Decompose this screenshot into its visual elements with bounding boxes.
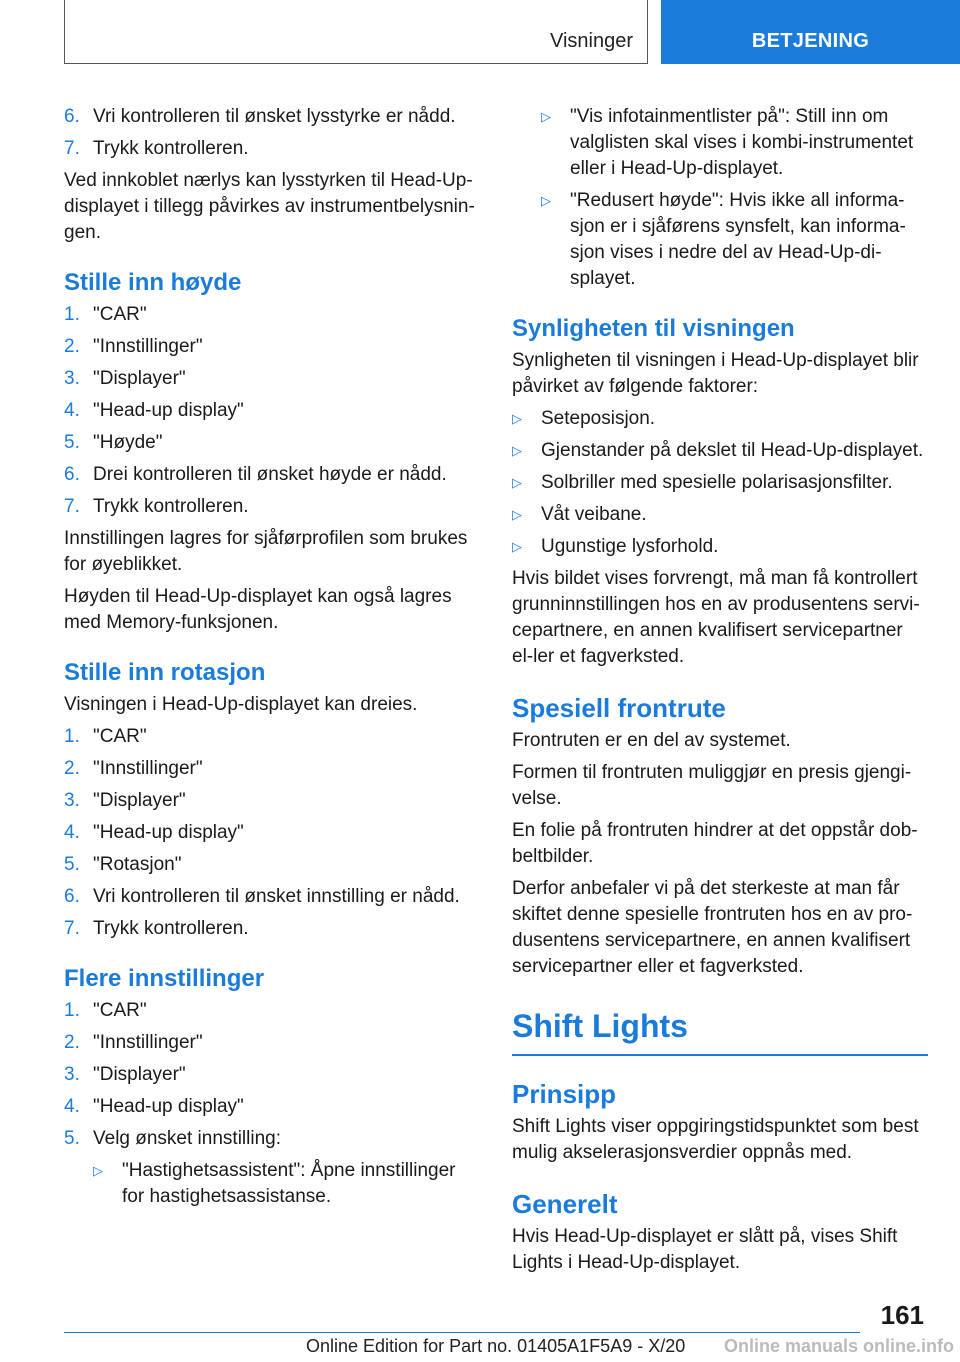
triangle-bullet-icon: ▷	[512, 539, 522, 554]
step-number: 4.	[64, 822, 80, 843]
rotation-intro: Visningen i Head-Up-displayet kan dreies.	[64, 694, 418, 715]
triangle-bullet-icon: ▷	[541, 193, 551, 208]
footer-edition: Online Edition for Part no. 01405A1F5A9 - X/20	[306, 1336, 686, 1356]
height-note-memory: Høyden til Head-Up-displayet kan også lagres med Memory-funksjonen.	[64, 586, 452, 633]
list-item	[64, 366, 478, 392]
list-item	[64, 104, 478, 130]
bullet-text: Seteposisjon.	[541, 408, 656, 429]
list-item	[64, 724, 478, 750]
step-number: 4.	[64, 400, 80, 421]
step-number: 6.	[64, 886, 80, 907]
step-text: "Head-up display"	[93, 822, 244, 843]
step-number: 4.	[64, 1096, 80, 1117]
list-item	[64, 136, 478, 162]
step-text: "Displayer"	[93, 1064, 186, 1085]
step-text: "CAR"	[93, 304, 147, 325]
windscreen-p1: Frontruten er en del av systemet.	[512, 730, 791, 751]
triangle-bullet-icon: ▷	[512, 475, 522, 490]
list-item	[64, 1062, 478, 1088]
list-item	[64, 398, 478, 424]
step-text: "Høyde"	[93, 432, 163, 453]
step-text: Vri kontrolleren til ønsket innstilling er nådd.	[93, 886, 460, 907]
step-number: 3.	[64, 1064, 80, 1085]
step-number: 6.	[64, 106, 80, 127]
step-number: 7.	[64, 138, 80, 159]
list-item	[64, 1030, 478, 1056]
bullet-text: "Vis infotainmentlister på": Still inn om valglisten skal vises i kombi-instrumentet eller i Head-Up-displayet.	[570, 106, 914, 179]
step-text: Drei kontrolleren til ønsket høyde er nådd.	[93, 464, 447, 485]
triangle-bullet-icon: ▷	[93, 1163, 103, 1178]
section-heading-principle: Prinsipp	[512, 1079, 617, 1109]
list-item	[512, 502, 928, 528]
brightness-note: Ved innkoblet nærlys kan lysstyrken til Head-Up-displayet i tillegg påvirkes av instrumentbelysnin-gen.	[64, 170, 475, 243]
windscreen-p4: Derfor anbefaler vi på det sterkeste at man får skiftet denne spesielle frontruten hos en av pro-dusentens servicepartnere, en annen kvalifisert servicepartner eller et fagverksted.	[512, 878, 913, 977]
step-number: 6.	[64, 464, 80, 485]
step-number: 1.	[64, 304, 80, 325]
step-text: "CAR"	[93, 1000, 147, 1021]
header-section-label: Visninger	[549, 30, 633, 52]
list-item	[64, 494, 478, 520]
header-chapter-box	[661, 0, 960, 64]
list-item	[64, 998, 478, 1024]
list-item	[64, 852, 478, 878]
list-item	[64, 820, 478, 846]
header-chapter-label: BETJENING	[751, 30, 870, 52]
list-item	[64, 430, 478, 456]
step-text: "Rotasjon"	[93, 854, 182, 875]
footer-watermark: Online manuals online.info	[723, 1336, 954, 1356]
bullet-text: Gjenstander på dekslet til Head-Up-displayet.	[541, 440, 924, 461]
triangle-bullet-icon: ▷	[541, 109, 551, 124]
section-heading-height: Stille inn høyde	[64, 269, 242, 296]
bullet-text: "Hastighetsassistent": Åpne innstillinger for hastighetsassistanse.	[122, 1160, 456, 1207]
triangle-bullet-icon: ▷	[512, 443, 522, 458]
bullet-text: Ugunstige lysforhold.	[541, 536, 719, 557]
header-section-box	[64, 0, 648, 64]
step-number: 2.	[64, 1032, 80, 1053]
list-item	[64, 334, 478, 360]
list-item	[512, 534, 928, 560]
list-item	[64, 1126, 478, 1152]
step-number: 3.	[64, 368, 80, 389]
left-column	[64, 104, 478, 1216]
bullet-text: Solbriller med spesielle polarisasjonsfilter.	[541, 472, 893, 493]
windscreen-p2: Formen til frontruten muliggjør en presis gjengi-velse.	[512, 762, 912, 809]
list-item	[64, 788, 478, 814]
list-item	[93, 1158, 478, 1210]
list-item	[64, 916, 478, 942]
step-text: "Innstillinger"	[93, 336, 203, 357]
list-item	[64, 756, 478, 782]
step-text: "Innstillinger"	[93, 758, 203, 779]
section-heading-general: Generelt	[512, 1189, 618, 1219]
step-number: 7.	[64, 496, 80, 517]
section-heading-rotation: Stille inn rotasjon	[64, 659, 266, 686]
step-number: 1.	[64, 726, 80, 747]
step-text: "Displayer"	[93, 790, 186, 811]
height-note-profile: Innstillingen lagres for sjåførprofilen som brukes for øyeblikket.	[64, 528, 468, 575]
principle-text: Shift Lights viser oppgiringstidspunktet som best mulig akselerasjonsverdier oppnås med.	[512, 1116, 919, 1163]
step-text: "Head-up display"	[93, 400, 244, 421]
list-item	[512, 438, 928, 464]
visibility-intro: Synligheten til visningen i Head-Up-displayet blir påvirket av følgende faktorer:	[512, 350, 919, 397]
list-item	[64, 884, 478, 910]
list-item	[64, 462, 478, 488]
step-text: Trykk kontrolleren.	[93, 918, 249, 939]
bullet-text: Våt veibane.	[541, 504, 647, 525]
list-item	[64, 1094, 478, 1120]
list-item	[512, 406, 928, 432]
general-text: Hvis Head-Up-displayet er slått på, vises Shift Lights i Head-Up-displayet.	[512, 1226, 898, 1273]
step-text: Vri kontrolleren til ønsket lysstyrke er nådd.	[93, 106, 456, 127]
step-number: 5.	[64, 1128, 80, 1149]
step-text: Trykk kontrolleren.	[93, 138, 249, 159]
step-number: 3.	[64, 790, 80, 811]
step-text: "Head-up display"	[93, 1096, 244, 1117]
step-text: Velg ønsket innstilling:	[93, 1128, 281, 1149]
visibility-note: Hvis bildet vises forvrengt, må man få kontrollert grunninnstillingen hos en av produsentens servi-cepartnere, en annen kvalifisert servicepartner el-ler et fagverksted.	[512, 568, 920, 667]
step-number: 2.	[64, 336, 80, 357]
triangle-bullet-icon: ▷	[512, 411, 522, 426]
section-heading-visibility: Synligheten til visningen	[512, 315, 795, 342]
step-number: 5.	[64, 854, 80, 875]
section-heading-more-settings: Flere innstillinger	[64, 965, 265, 992]
chapter-heading-shift-lights: Shift Lights	[512, 1006, 928, 1056]
section-heading-windscreen: Spesiell frontrute	[512, 693, 726, 723]
step-text: "CAR"	[93, 726, 147, 747]
step-number: 5.	[64, 432, 80, 453]
step-text: Trykk kontrolleren.	[93, 496, 249, 517]
list-item	[64, 302, 478, 328]
list-item	[541, 104, 928, 182]
triangle-bullet-icon: ▷	[512, 507, 522, 522]
step-text: "Innstillinger"	[93, 1032, 203, 1053]
bullet-text: "Redusert høyde": Hvis ikke all informa-sjon er i sjåførens synsfelt, kan informa-sjon vises i nedre del av Head-Up-di-splayet.	[570, 190, 906, 289]
windscreen-p3: En folie på frontruten hindrer at det oppstår dob-beltbilder.	[512, 820, 918, 867]
right-column	[512, 104, 928, 1282]
list-item	[541, 188, 928, 292]
step-number: 1.	[64, 1000, 80, 1021]
list-item	[512, 470, 928, 496]
step-text: "Displayer"	[93, 368, 186, 389]
footer-divider	[64, 1332, 860, 1333]
step-number: 7.	[64, 918, 80, 939]
step-number: 2.	[64, 758, 80, 779]
page-number: 161	[880, 1300, 924, 1330]
